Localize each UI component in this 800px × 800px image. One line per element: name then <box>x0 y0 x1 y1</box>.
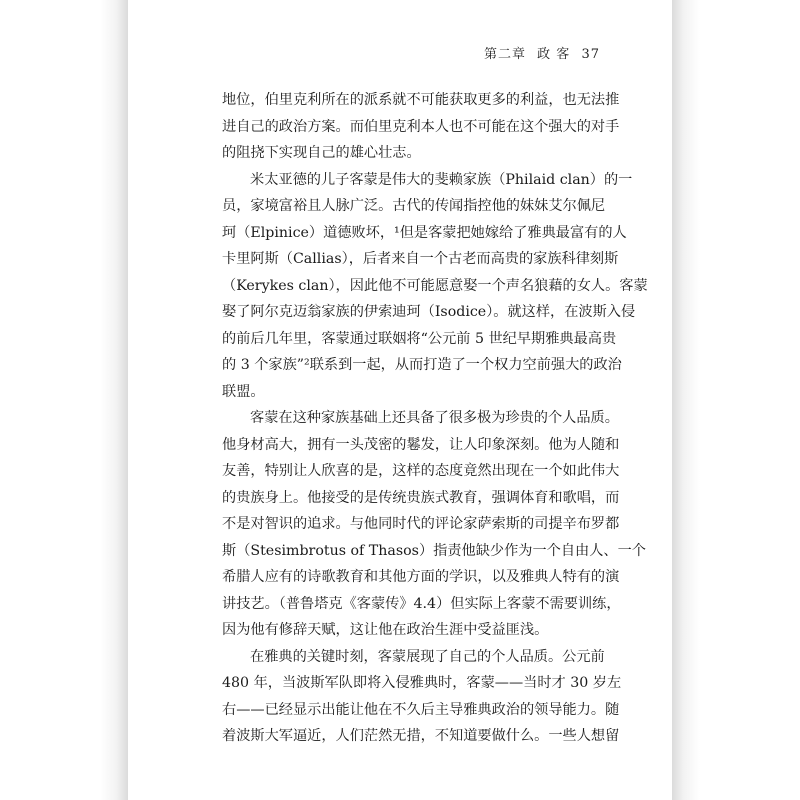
text-line: 因为他有修辞天赋，这让他在政治生涯中受益匪浅。 <box>222 622 549 638</box>
text-line: 地位，伯里克利所在的派系就不可能获取更多的利益，也无法推 <box>222 92 620 108</box>
text-line: 联盟。 <box>222 383 265 400</box>
text-line: 的阻挠下实现自己的雄心壮志。 <box>222 145 421 161</box>
text-line: 不是对智识的追求。与他同时代的评论家萨索斯的司提辛布罗都 <box>222 516 620 532</box>
text-line: 珂（Elpinice）道德败坏，¹但是客蒙把她嫁给了雅典最富有的人 <box>222 224 627 241</box>
text-line: 希腊人应有的诗歌教育和其他方面的学识，以及雅典人特有的演 <box>222 569 620 585</box>
text-line: 斯（Stesimbrotus of Thasos）指责他缺少作为一个自由人、一个 <box>222 542 646 559</box>
body-text <box>222 87 648 750</box>
text-line: 着波斯大军逼近，人们茫然无措，不知道要做什么。一些人想留 <box>222 728 620 744</box>
text-line: 员，家境富裕且人脉广泛。古代的传闻指控他的妹妹艾尔佩尼 <box>222 198 606 214</box>
text-line: 的前后几年里，客蒙通过联姻将“公元前 5 世纪早期雅典最高贵 <box>222 330 617 347</box>
chapter-title: 政 客 <box>537 47 571 62</box>
text-line: 米太亚德的儿子客蒙是伟大的斐赖家族（Philaid clan）的一 <box>250 171 633 188</box>
text-line: 进自己的政治方案。而伯里克利本人也不可能在这个强大的对手 <box>222 118 620 135</box>
text-line: 在雅典的关键时刻，客蒙展现了自己的个人品质。公元前 <box>250 648 605 665</box>
text-line: 的贵族身上。他接受的是传统贵族式教育，强调体育和歌唱，而 <box>222 489 620 506</box>
book-page <box>128 0 672 800</box>
text-line: 他身材高大，拥有一头茂密的鬈发，让人印象深刻。他为人随和 <box>222 436 620 453</box>
right-page-shadow <box>672 0 700 800</box>
text-line: 客蒙在这种家族基础上还具备了很多极为珍贵的个人品质。 <box>250 410 619 426</box>
text-line: 右——已经显示出能让他在不久后主导雅典政治的领导能力。随 <box>222 701 620 718</box>
text-line: （Kerykes clan），因此他不可能愿意娶一个声名狼藉的女人。客蒙 <box>222 277 648 294</box>
text-line: 友善，特别让人欣喜的是，这样的态度竟然出现在一个如此伟大 <box>222 463 620 479</box>
text-line: 卡里阿斯（Callias），后者来自一个古老而高贵的家族科律刻斯 <box>222 251 619 267</box>
left-page-shadow <box>100 0 128 800</box>
text-line: 讲技艺。（普鲁塔克《客蒙传》4.4）但实际上客蒙不需要训练， <box>222 595 621 612</box>
running-header <box>478 43 600 62</box>
text-line: 的 3 个家族”²联系到一起，从而打造了一个权力空前强大的政治 <box>222 357 622 373</box>
text-line: 480 年，当波斯军队即将入侵雅典时，客蒙——当时才 30 岁左 <box>222 675 622 691</box>
page-number: 37 <box>581 47 600 62</box>
chapter-label: 第二章 <box>484 47 527 62</box>
text-line: 娶了阿尔克迈翁家族的伊索迪珂（Isodice）。就这样，在波斯入侵 <box>222 304 636 320</box>
